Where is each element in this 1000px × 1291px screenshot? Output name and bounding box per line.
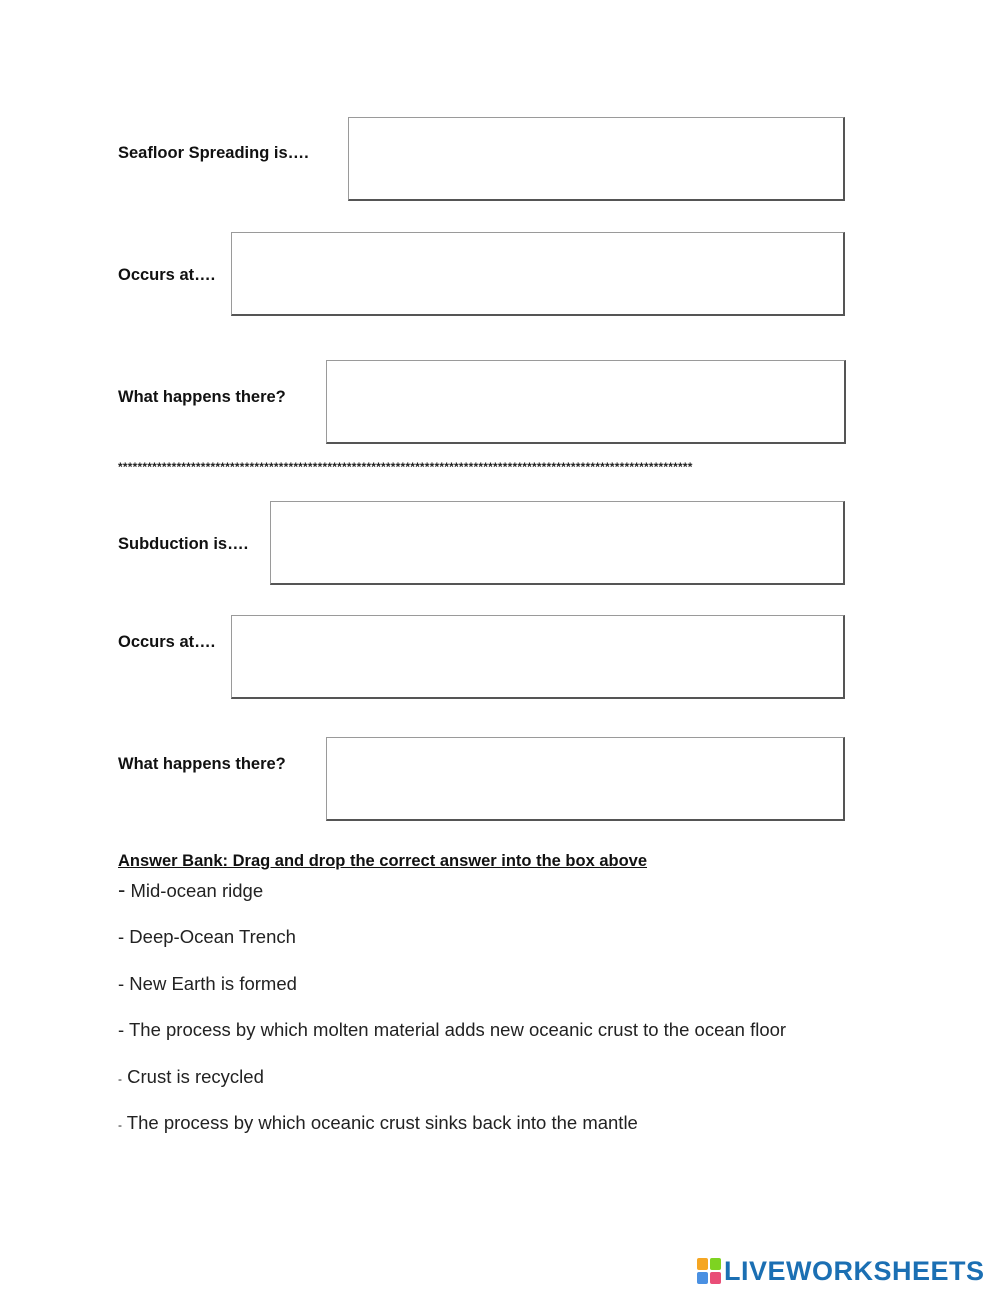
- bullet-dash: -: [118, 1072, 122, 1086]
- subduction-occurs-at-label: Occurs at….: [118, 633, 216, 651]
- answer-item-spreading-definition[interactable]: [118, 1019, 786, 1041]
- answer-item-mid-ocean-ridge[interactable]: [118, 877, 263, 903]
- answer-text: Crust is recycled: [122, 1066, 264, 1087]
- answer-item-deep-ocean-trench[interactable]: [118, 926, 296, 948]
- liveworksheets-logo-icon: [697, 1258, 721, 1284]
- bullet-dash: -: [118, 877, 126, 902]
- bullet-dash: -: [118, 973, 125, 994]
- seafloor-occurs-at-answer-box[interactable]: [231, 232, 845, 316]
- answer-item-crust-recycled[interactable]: [118, 1066, 264, 1088]
- liveworksheets-branding: [697, 1254, 985, 1288]
- seafloor-what-happens-label: What happens there?: [118, 388, 286, 406]
- bullet-dash: -: [118, 926, 125, 947]
- subduction-occurs-at-answer-box[interactable]: [231, 615, 845, 699]
- subduction-what-happens-answer-box[interactable]: [326, 737, 845, 821]
- answer-item-new-earth-formed[interactable]: [118, 973, 297, 995]
- subduction-answer-box[interactable]: [270, 501, 845, 585]
- subduction-label: Subduction is….: [118, 535, 249, 553]
- answer-item-subduction-definition[interactable]: [118, 1112, 638, 1134]
- section-divider: **********************************************************************************************************************: [118, 460, 693, 474]
- seafloor-occurs-at-label: Occurs at….: [118, 266, 216, 284]
- answer-text: Deep-Ocean Trench: [124, 926, 296, 947]
- seafloor-spreading-label: Seafloor Spreading is….: [118, 144, 309, 162]
- answer-bank-title: Answer Bank: Drag and drop the correct answer into the box above: [118, 852, 648, 870]
- seafloor-what-happens-answer-box[interactable]: [326, 360, 846, 444]
- bullet-dash: -: [118, 1019, 125, 1040]
- answer-text: The process by which molten material adds new oceanic crust to the ocean floor: [124, 1019, 787, 1040]
- seafloor-spreading-answer-box[interactable]: [348, 117, 845, 201]
- bullet-dash: -: [118, 1118, 122, 1132]
- answer-text: Mid-ocean ridge: [125, 880, 264, 901]
- answer-text: New Earth is formed: [124, 973, 297, 994]
- liveworksheets-logo-text: LIVEWORKSHEETS: [724, 1255, 985, 1286]
- subduction-what-happens-label: What happens there?: [118, 755, 286, 773]
- answer-text: The process by which oceanic crust sinks back into the mantle: [122, 1112, 638, 1133]
